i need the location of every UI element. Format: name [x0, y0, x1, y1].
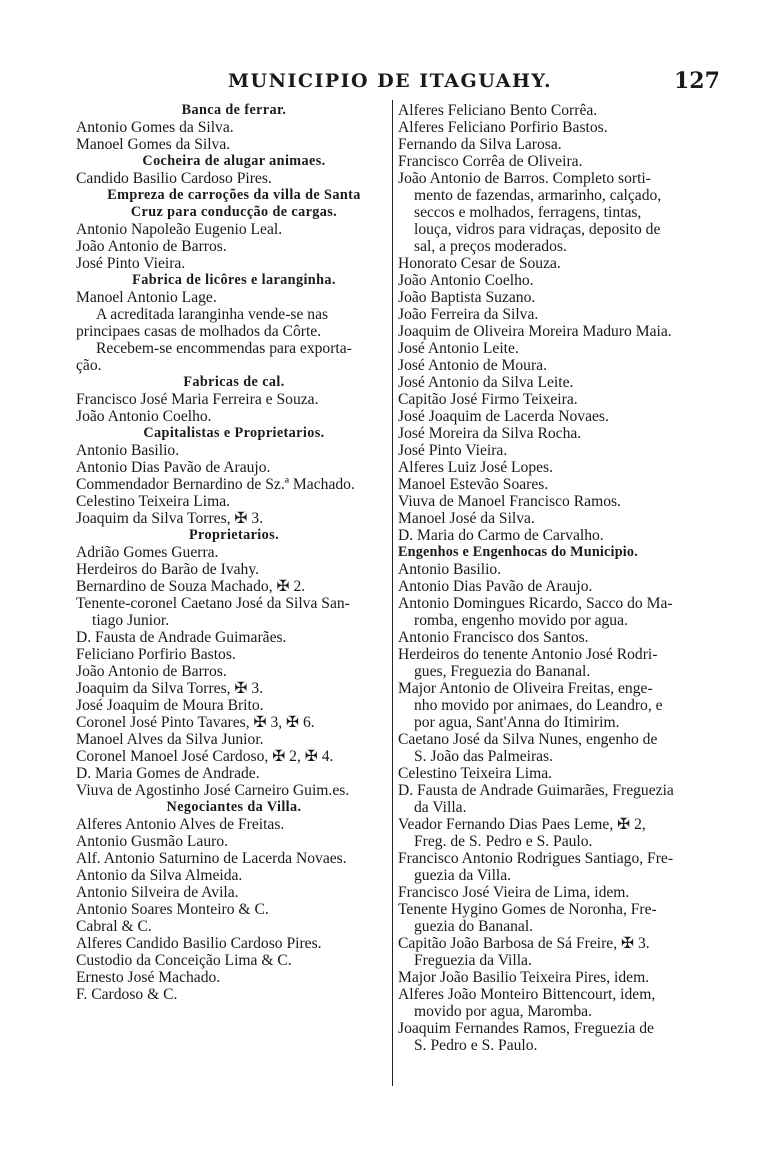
- directory-entry: Antonio Dias Pavão de Araujo.: [398, 578, 593, 595]
- directory-entry: João Ferreira da Silva.: [398, 306, 539, 323]
- directory-entry: Ernesto José Machado.: [76, 969, 221, 986]
- directory-entry: José Antonio da Silva Leite.: [398, 374, 574, 391]
- directory-entry: Coronel José Pinto Tavares, ✠ 3, ✠ 6.: [76, 714, 315, 731]
- directory-entry: Antonio Domingues Ricardo, Sacco do Ma-: [398, 595, 673, 612]
- directory-entry: Celestino Teixeira Lima.: [76, 493, 231, 510]
- entry-continuation: mento de fazendas, armarinho, calçado,: [414, 187, 662, 204]
- directory-entry: Herdeiros do Barão de Ivahy.: [76, 561, 260, 578]
- directory-entry: Alf. Antonio Saturnino de Lacerda Novaes.: [76, 850, 347, 867]
- directory-entry: José Pinto Vieira.: [76, 255, 186, 272]
- directory-entry: Manoel Gomes da Silva.: [76, 136, 231, 153]
- entry-continuation: Freguezia da Villa.: [414, 952, 532, 969]
- section-heading: Empreza de carroções da villa de Santa: [107, 187, 361, 203]
- directory-entry: Custodio da Conceição Lima & C.: [76, 952, 292, 969]
- directory-entry: José Antonio de Moura.: [398, 357, 547, 374]
- section-heading: Engenhos e Engenhocas do Municipio.: [398, 544, 638, 560]
- directory-entry: principaes casas de molhados da Côrte.: [76, 323, 322, 340]
- directory-entry: Capitão José Firmo Teixeira.: [398, 391, 578, 408]
- directory-entry: Tenente Hygino Gomes de Noronha, Fre-: [398, 901, 657, 918]
- directory-entry: Antonio Silveira de Avila.: [76, 884, 239, 901]
- directory-entry: Alferes Antonio Alves de Freitas.: [76, 816, 285, 833]
- directory-entry: F. Cardoso & C.: [76, 986, 178, 1003]
- section-heading: Capitalistas e Proprietarios.: [143, 425, 325, 441]
- directory-entry: D. Fausta de Andrade Guimarães.: [76, 629, 287, 646]
- entry-continuation: louça, vidros para vidraças, deposito de: [414, 221, 661, 238]
- directory-entry: Joaquim de Oliveira Moreira Maduro Maia.: [398, 323, 672, 340]
- directory-entry: José Antonio Leite.: [398, 340, 519, 357]
- directory-entry: José Pinto Vieira.: [398, 442, 508, 459]
- directory-entry: Antonio Soares Monteiro & C.: [76, 901, 269, 918]
- directory-entry: Antonio da Silva Almeida.: [76, 867, 243, 884]
- directory-entry: Viuva de Manoel Francisco Ramos.: [398, 493, 621, 510]
- section-heading: Proprietarios.: [188, 527, 280, 543]
- directory-entry: Manoel José da Silva.: [398, 510, 535, 527]
- entry-continuation: tiago Junior.: [92, 612, 170, 629]
- directory-entry: Fernando da Silva Larosa.: [398, 136, 562, 153]
- directory-entry: Cabral & C.: [76, 918, 152, 935]
- directory-entry: José Joaquim de Lacerda Novaes.: [398, 408, 609, 425]
- directory-entry: Major João Basilio Teixeira Pires, idem.: [398, 969, 650, 986]
- directory-entry: João Antonio Coelho.: [76, 408, 212, 425]
- entry-continuation: movido por agua, Maromba.: [414, 1003, 592, 1020]
- page-title: MUNICIPIO DE ITAGUAHY.: [228, 70, 553, 92]
- section-heading: Cocheira de alugar animaes.: [142, 153, 326, 169]
- directory-entry: Tenente-coronel Caetano José da Silva San-: [76, 595, 350, 612]
- directory-entry: Alferes Feliciano Bento Corrêa.: [398, 102, 598, 119]
- left-column: [76, 102, 392, 1003]
- directory-entry: Alferes Feliciano Porfirio Bastos.: [398, 119, 608, 136]
- directory-entry: D. Fausta de Andrade Guimarães, Freguezia: [398, 782, 674, 799]
- page-header: [0, 64, 757, 98]
- entry-continuation: seccos e molhados, ferragens, tintas,: [414, 204, 642, 221]
- directory-entry: D. Maria do Carmo de Carvalho.: [398, 527, 604, 544]
- directory-entry: Antonio Basilio.: [76, 442, 180, 459]
- entry-continuation: sal, a preços moderados.: [414, 238, 567, 255]
- directory-entry: Manoel Alves da Silva Junior.: [76, 731, 264, 748]
- directory-entry: Antonio Gomes da Silva.: [76, 119, 234, 136]
- entry-continuation: Freg. de S. Pedro e S. Paulo.: [414, 833, 593, 850]
- entry-continuation: S. João das Palmeiras.: [414, 748, 554, 765]
- directory-entry: Bernardino de Souza Machado, ✠ 2.: [76, 578, 306, 595]
- directory-entry: José Joaquim de Moura Brito.: [76, 697, 264, 714]
- directory-entry: Francisco José Maria Ferreira e Souza.: [76, 391, 319, 408]
- directory-entry: Francisco José Vieira de Lima, idem.: [398, 884, 630, 901]
- directory-entry: Caetano José da Silva Nunes, engenho de: [398, 731, 658, 748]
- directory-entry: Adrião Gomes Guerra.: [76, 544, 219, 561]
- directory-entry: D. Maria Gomes de Andrade.: [76, 765, 260, 782]
- directory-entry: Manoel Antonio Lage.: [76, 289, 217, 306]
- directory-entry: Coronel Manoel José Cardoso, ✠ 2, ✠ 4.: [76, 748, 334, 765]
- section-heading: Cruz para conducção de cargas.: [130, 204, 338, 220]
- directory-entry: João Baptista Suzano.: [398, 289, 536, 306]
- entry-continuation: da Villa.: [414, 799, 467, 816]
- entry-continuation: nho movido por animaes, do Leandro, e: [414, 697, 663, 714]
- directory-entry: Joaquim Fernandes Ramos, Freguezia de: [398, 1020, 654, 1037]
- directory-entry: Honorato Cesar de Souza.: [398, 255, 561, 272]
- section-heading: Banca de ferrar.: [181, 102, 287, 118]
- directory-entry: Feliciano Porfirio Bastos.: [76, 646, 236, 663]
- entry-continuation: S. Pedro e S. Paulo.: [414, 1037, 538, 1054]
- section-heading: Negociantes da Villa.: [166, 799, 302, 815]
- directory-entry: Antonio Francisco dos Santos.: [398, 629, 589, 646]
- directory-entry: João Antonio Coelho.: [398, 272, 534, 289]
- directory-entry: Capitão João Barbosa de Sá Freire, ✠ 3.: [398, 935, 650, 952]
- paragraph-line: A acreditada laranginha vende-se nas: [96, 306, 329, 323]
- directory-entry: Candido Basilio Cardoso Pires.: [76, 170, 272, 187]
- directory-entry: Joaquim da Silva Torres, ✠ 3.: [76, 510, 264, 527]
- directory-entry: Viuva de Agostinho José Carneiro Guim.es.: [76, 782, 350, 799]
- directory-entry: Francisco Corrêa de Oliveira.: [398, 153, 583, 170]
- paragraph-line: Recebem-se encommendas para exporta-: [96, 340, 352, 357]
- directory-entry: Alferes Luiz José Lopes.: [398, 459, 554, 476]
- directory-entry: Celestino Teixeira Lima.: [398, 765, 553, 782]
- directory-entry: João Antonio de Barros.: [76, 663, 227, 680]
- entry-continuation: guezia do Bananal.: [414, 918, 534, 935]
- directory-entry: Veador Fernando Dias Paes Leme, ✠ 2,: [398, 816, 646, 833]
- section-heading: Fabrica de licôres e laranginha.: [132, 272, 336, 288]
- entry-continuation: por agua, Sant'Anna do Itimirim.: [414, 714, 620, 731]
- directory-entry: João Antonio de Barros. Completo sorti-: [398, 170, 651, 187]
- directory-entry: Major Antonio de Oliveira Freitas, enge-: [398, 680, 653, 697]
- directory-entry: José Moreira da Silva Rocha.: [398, 425, 582, 442]
- directory-entry: João Antonio de Barros.: [76, 238, 227, 255]
- directory-entry: Francisco Antonio Rodrigues Santiago, Fre-: [398, 850, 674, 867]
- right-column: [398, 102, 736, 1054]
- directory-entry: Herdeiros do tenente Antonio José Rodri-: [398, 646, 658, 663]
- entry-continuation: guezia da Villa.: [414, 867, 512, 884]
- entry-continuation: romba, engenho movido por agua.: [414, 612, 628, 629]
- page-number: 127: [674, 68, 720, 94]
- directory-entry: Antonio Basilio.: [398, 561, 502, 578]
- directory-entry: Manoel Estevão Soares.: [398, 476, 549, 493]
- directory-entry: Joaquim da Silva Torres, ✠ 3.: [76, 680, 264, 697]
- directory-entry: Antonio Dias Pavão de Araujo.: [76, 459, 271, 476]
- directory-entry: Commendador Bernardino de Sz.ª Machado.: [76, 476, 355, 493]
- entry-continuation: gues, Freguezia do Bananal.: [414, 663, 591, 680]
- directory-entry: Alferes Candido Basilio Cardoso Pires.: [76, 935, 322, 952]
- directory-entry: Antonio Napoleão Eugenio Leal.: [76, 221, 283, 238]
- column-divider: [392, 100, 393, 1086]
- section-heading: Fabricas de cal.: [183, 374, 285, 390]
- directory-entry: ção.: [76, 357, 102, 374]
- directory-entry: Alferes João Monteiro Bittencourt, idem,: [398, 986, 656, 1003]
- directory-entry: Antonio Gusmão Lauro.: [76, 833, 229, 850]
